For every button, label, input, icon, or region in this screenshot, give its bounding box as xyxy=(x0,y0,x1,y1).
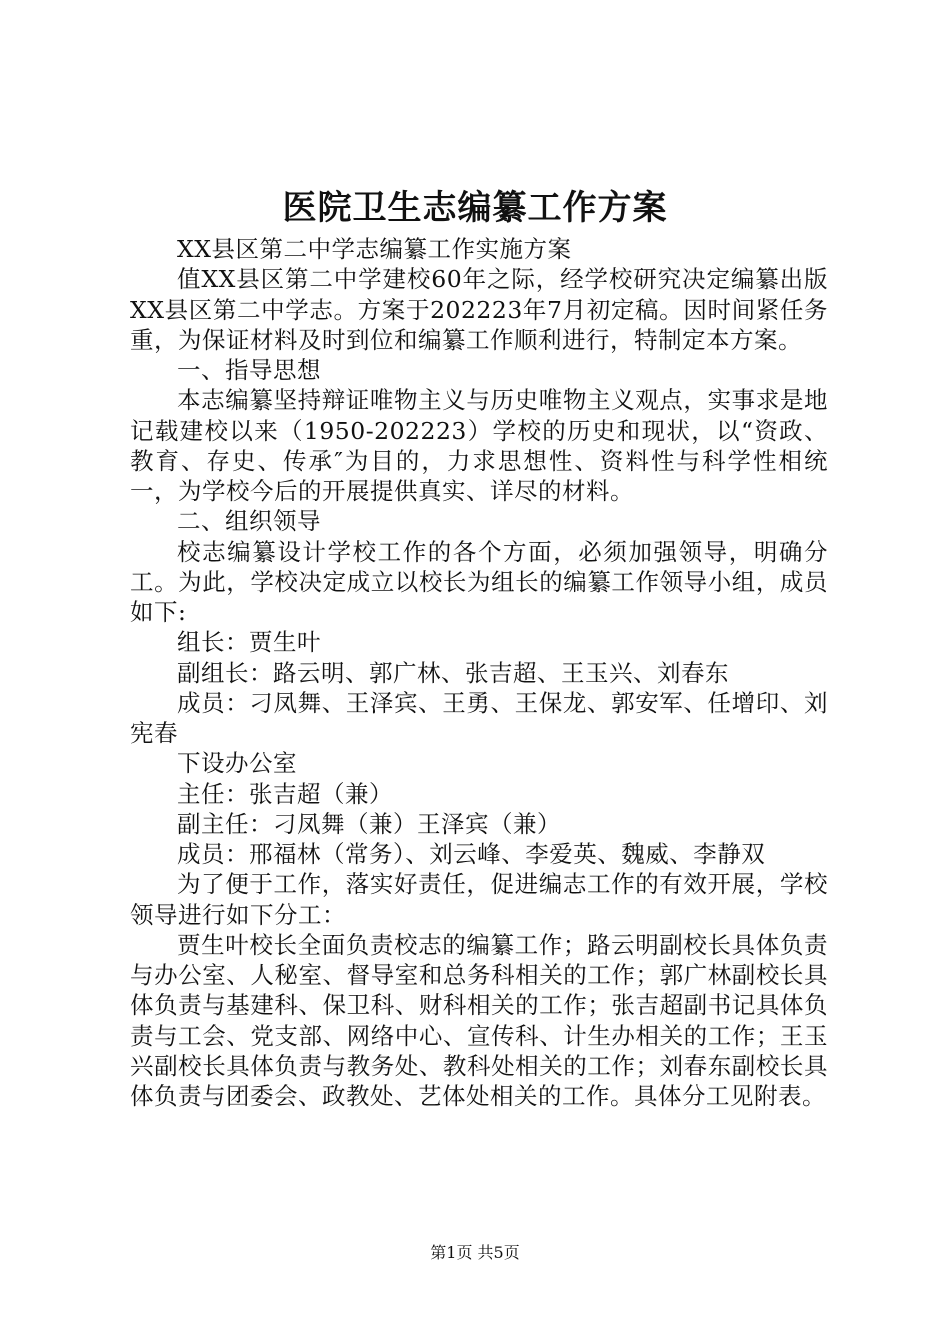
paragraph-division-intro: 为了便于工作，落实好责任，促进编志工作的有效开展，学校领导进行如下分工： xyxy=(130,870,828,929)
paragraph-organization: 校志编纂设计学校工作的各个方面，必须加强领导，明确分工。为此，学校决定成立以校长为组长的编纂工作领导小组，成员如下: xyxy=(130,537,828,626)
line-office: 下设办公室 xyxy=(177,749,297,778)
page-footer: 第1页 共5页 xyxy=(430,1243,520,1262)
paragraph-intro: 值XX县区第二中学建校60年之际，经学校研究决定编纂出版XX县区第二中学志。方案于202223年7月初定稿。因时间紧任务重，为保证材料及时到位和编纂工作顺利进行，特制定本方案。 xyxy=(130,265,828,354)
line-group-leader: 组长：贾生叶 xyxy=(177,628,321,657)
line-office-deputy-director: 副主任：刁凤舞（兼）王泽宾（兼） xyxy=(177,809,561,838)
line-office-members: 成员：邢福林（常务）、刘云峰、李爱英、魏威、李静双 xyxy=(177,840,766,868)
line-office-director: 主任：张吉超（兼） xyxy=(177,779,393,808)
paragraph-guiding-ideology: 本志编纂坚持辩证唯物主义与历史唯物主义观点，实事求是地记载建校以来（1950-202223）学校的历史和现状，以“资政、教育、存史、传承″为目的，力求思想性、资料性与科学性相统一，为学校今后的开展提供真实、详尽的材料。 xyxy=(130,386,828,505)
section-heading-organization: 二、组织领导 xyxy=(177,507,321,536)
section-heading-guiding-ideology: 一、指导思想 xyxy=(177,356,321,384)
line-members: 成员：刁凤舞、王泽宾、王勇、王保龙、郭安军、任增印、刘宪春 xyxy=(130,688,828,747)
line-deputy-leaders: 副组长：路云明、郭广林、张吉超、王玉兴、刘春东 xyxy=(177,658,729,687)
document-body xyxy=(130,234,828,1111)
paragraph-division-details: 贾生叶校长全面负责校志的编纂工作；路云明副校长具体负责与办公室、人秘室、督导室和总务科相关的工作；郭广林副校长具体负责与基建科、保卫科、财科相关的工作；张吉超副书记具体负责与工会、党支部、网络中心、宣传科、计生办相关的工作；王玉兴副校长具体负责与教务处、教科处相关的工作；刘春东副校长具体负责与团委会、政教处、艺体处相关的工作。具体分工见附表。 xyxy=(130,930,828,1110)
document-title: 医院卫生志编纂工作方案 xyxy=(282,188,668,228)
paragraph-heading: XX县区第二中学志编纂工作实施方案 xyxy=(177,235,572,263)
